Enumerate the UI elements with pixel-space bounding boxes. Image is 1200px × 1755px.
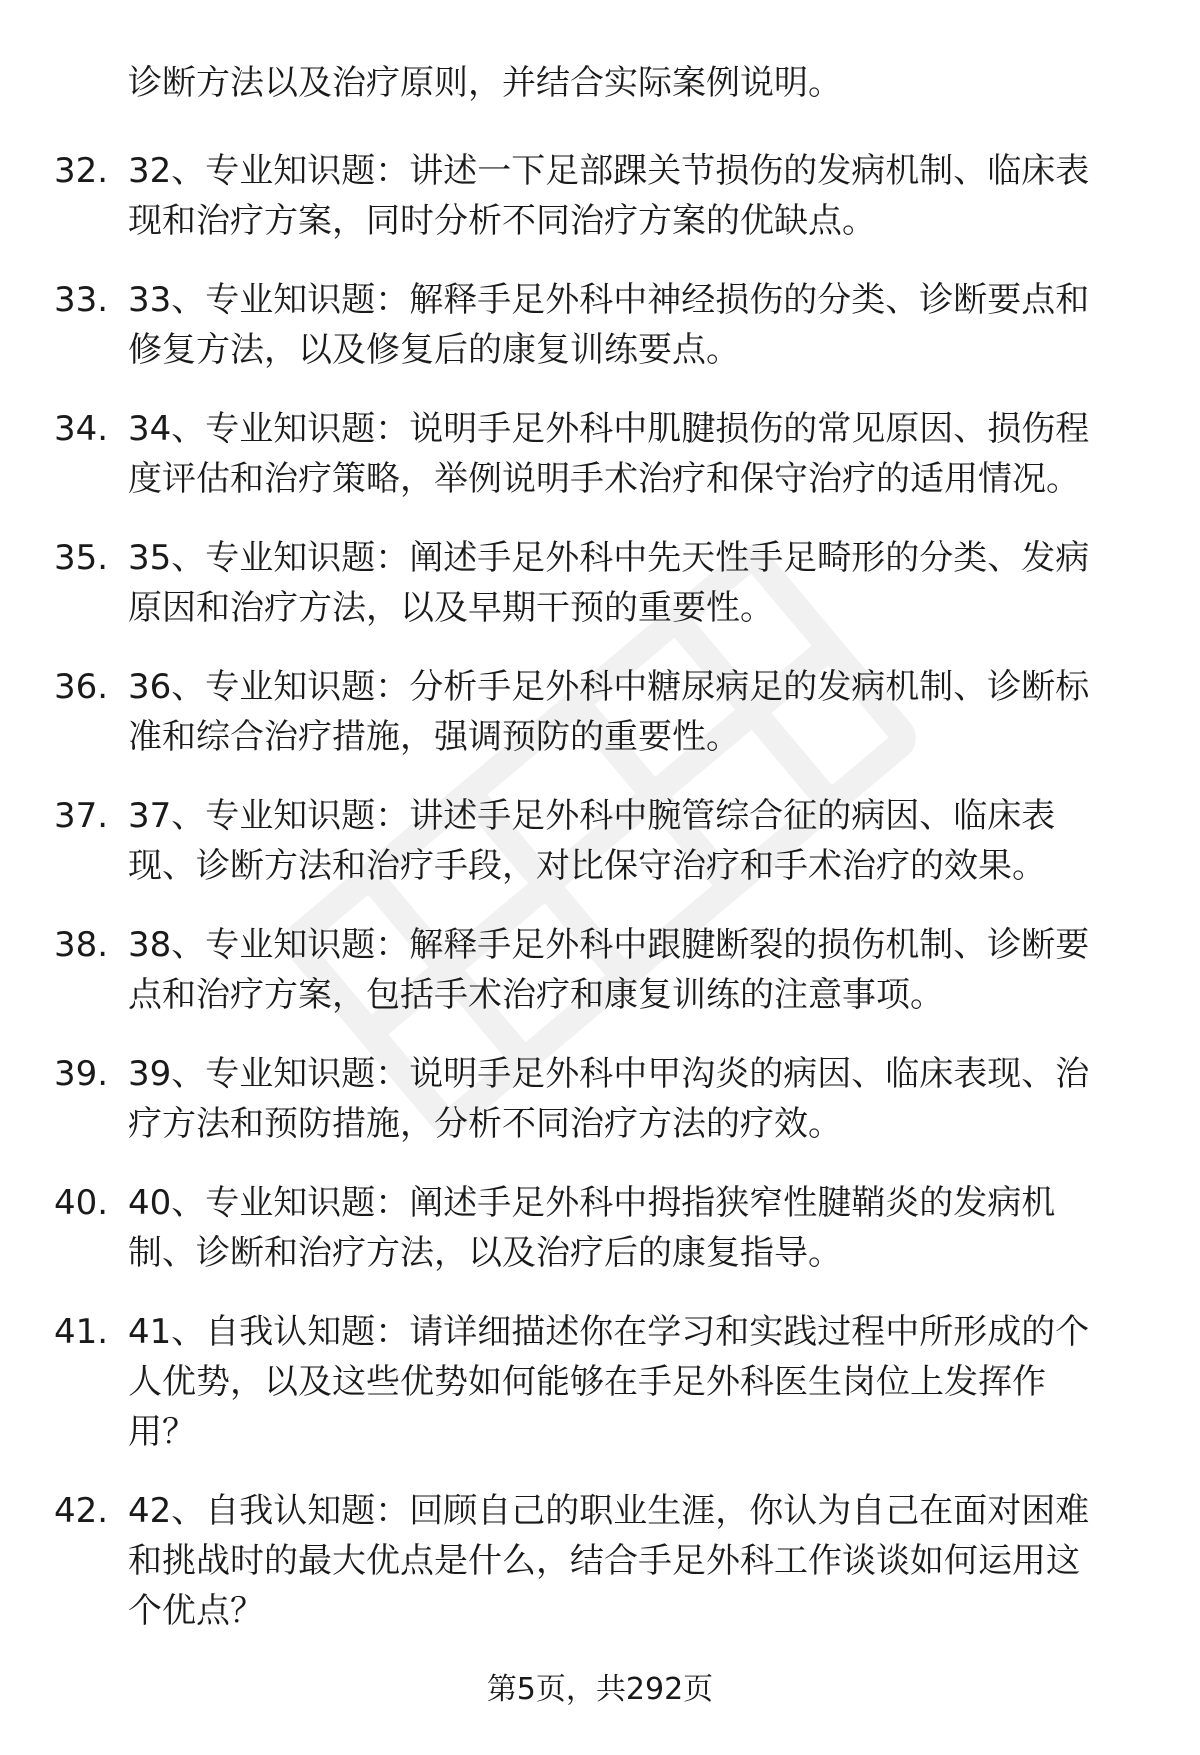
question-text xyxy=(128,920,1148,1020)
question-text xyxy=(128,1178,1148,1278)
question-text xyxy=(128,662,1148,762)
question-text-line: 40、专业知识题：阐述手足外科中拇指狭窄性腱鞘炎的发病机 xyxy=(128,1183,1056,1223)
question-list xyxy=(0,146,1200,1665)
question-number: 38. xyxy=(54,925,109,965)
continuation-text: 诊断方法以及治疗原则，并结合实际案例说明。 xyxy=(128,63,842,103)
question-item xyxy=(0,1486,1200,1636)
question-item xyxy=(0,791,1200,891)
question-item xyxy=(0,1049,1200,1149)
question-text-line: 疗方法和预防措施，分析不同治疗方法的疗效。 xyxy=(128,1104,842,1144)
question-text xyxy=(128,146,1148,246)
question-text xyxy=(128,1307,1148,1457)
question-text-line: 个优点？ xyxy=(128,1591,264,1631)
question-text xyxy=(128,533,1148,633)
question-text-line: 修复方法，以及修复后的康复训练要点。 xyxy=(128,330,740,370)
question-item xyxy=(0,275,1200,375)
question-text-line: 准和综合治疗措施，强调预防的重要性。 xyxy=(128,717,740,757)
question-text-line: 36、专业知识题：分析手足外科中糖尿病足的发病机制、诊断标 xyxy=(128,667,1090,707)
question-text-line: 和挑战时的最大优点是什么，结合手足外科工作谈谈如何运用这 xyxy=(128,1541,1080,1581)
question-text xyxy=(128,275,1148,375)
question-text-line: 38、专业知识题：解释手足外科中跟腱断裂的损伤机制、诊断要 xyxy=(128,925,1090,965)
question-number: 36. xyxy=(54,667,109,707)
question-item xyxy=(0,533,1200,633)
question-number: 34. xyxy=(54,409,109,449)
question-number: 37. xyxy=(54,796,109,836)
question-number: 39. xyxy=(54,1054,109,1094)
question-text-line: 制、诊断和治疗方法，以及治疗后的康复指导。 xyxy=(128,1233,842,1273)
question-number: 42. xyxy=(54,1491,109,1531)
question-item xyxy=(0,404,1200,504)
question-text-line: 41、自我认知题：请详细描述你在学习和实践过程中所形成的个 xyxy=(128,1312,1090,1352)
question-text-line: 34、专业知识题：说明手足外科中肌腱损伤的常见原因、损伤程 xyxy=(128,409,1090,449)
question-number: 41. xyxy=(54,1312,109,1352)
question-text-line: 点和治疗方案，包括手术治疗和康复训练的注意事项。 xyxy=(128,975,944,1015)
page-footer: 第5页，共292页 xyxy=(486,1672,714,1707)
question-text xyxy=(128,1049,1148,1149)
question-text xyxy=(128,791,1148,891)
question-number: 32. xyxy=(54,151,109,191)
question-text-line: 33、专业知识题：解释手足外科中神经损伤的分类、诊断要点和 xyxy=(128,280,1090,320)
question-text xyxy=(128,1486,1148,1636)
question-text-line: 用？ xyxy=(128,1412,196,1452)
question-text-line: 42、自我认知题：回顾自己的职业生涯，你认为自己在面对困难 xyxy=(128,1491,1090,1531)
question-number: 35. xyxy=(54,538,109,578)
question-number: 33. xyxy=(54,280,109,320)
question-text-line: 人优势，以及这些优势如何能够在手足外科医生岗位上发挥作 xyxy=(128,1362,1046,1402)
question-text-line: 32、专业知识题：讲述一下足部踝关节损伤的发病机制、临床表 xyxy=(128,151,1090,191)
question-text-line: 现和治疗方案，同时分析不同治疗方案的优缺点。 xyxy=(128,201,876,241)
question-text-line: 原因和治疗方法，以及早期干预的重要性。 xyxy=(128,588,774,628)
question-item xyxy=(0,662,1200,762)
question-text-line: 37、专业知识题：讲述手足外科中腕管综合征的病因、临床表 xyxy=(128,796,1056,836)
question-item xyxy=(0,1307,1200,1457)
question-number: 40. xyxy=(54,1183,109,1223)
question-item xyxy=(0,1178,1200,1278)
question-text-line: 39、专业知识题：说明手足外科中甲沟炎的病因、临床表现、治 xyxy=(128,1054,1090,1094)
question-item xyxy=(0,920,1200,1020)
question-text-line: 35、专业知识题：阐述手足外科中先天性手足畸形的分类、发病 xyxy=(128,538,1090,578)
question-text-line: 度评估和治疗策略，举例说明手术治疗和保守治疗的适用情况。 xyxy=(128,459,1080,499)
question-text xyxy=(128,404,1148,504)
question-item xyxy=(0,146,1200,246)
question-text-line: 现、诊断方法和治疗手段，对比保守治疗和手术治疗的效果。 xyxy=(128,846,1046,886)
